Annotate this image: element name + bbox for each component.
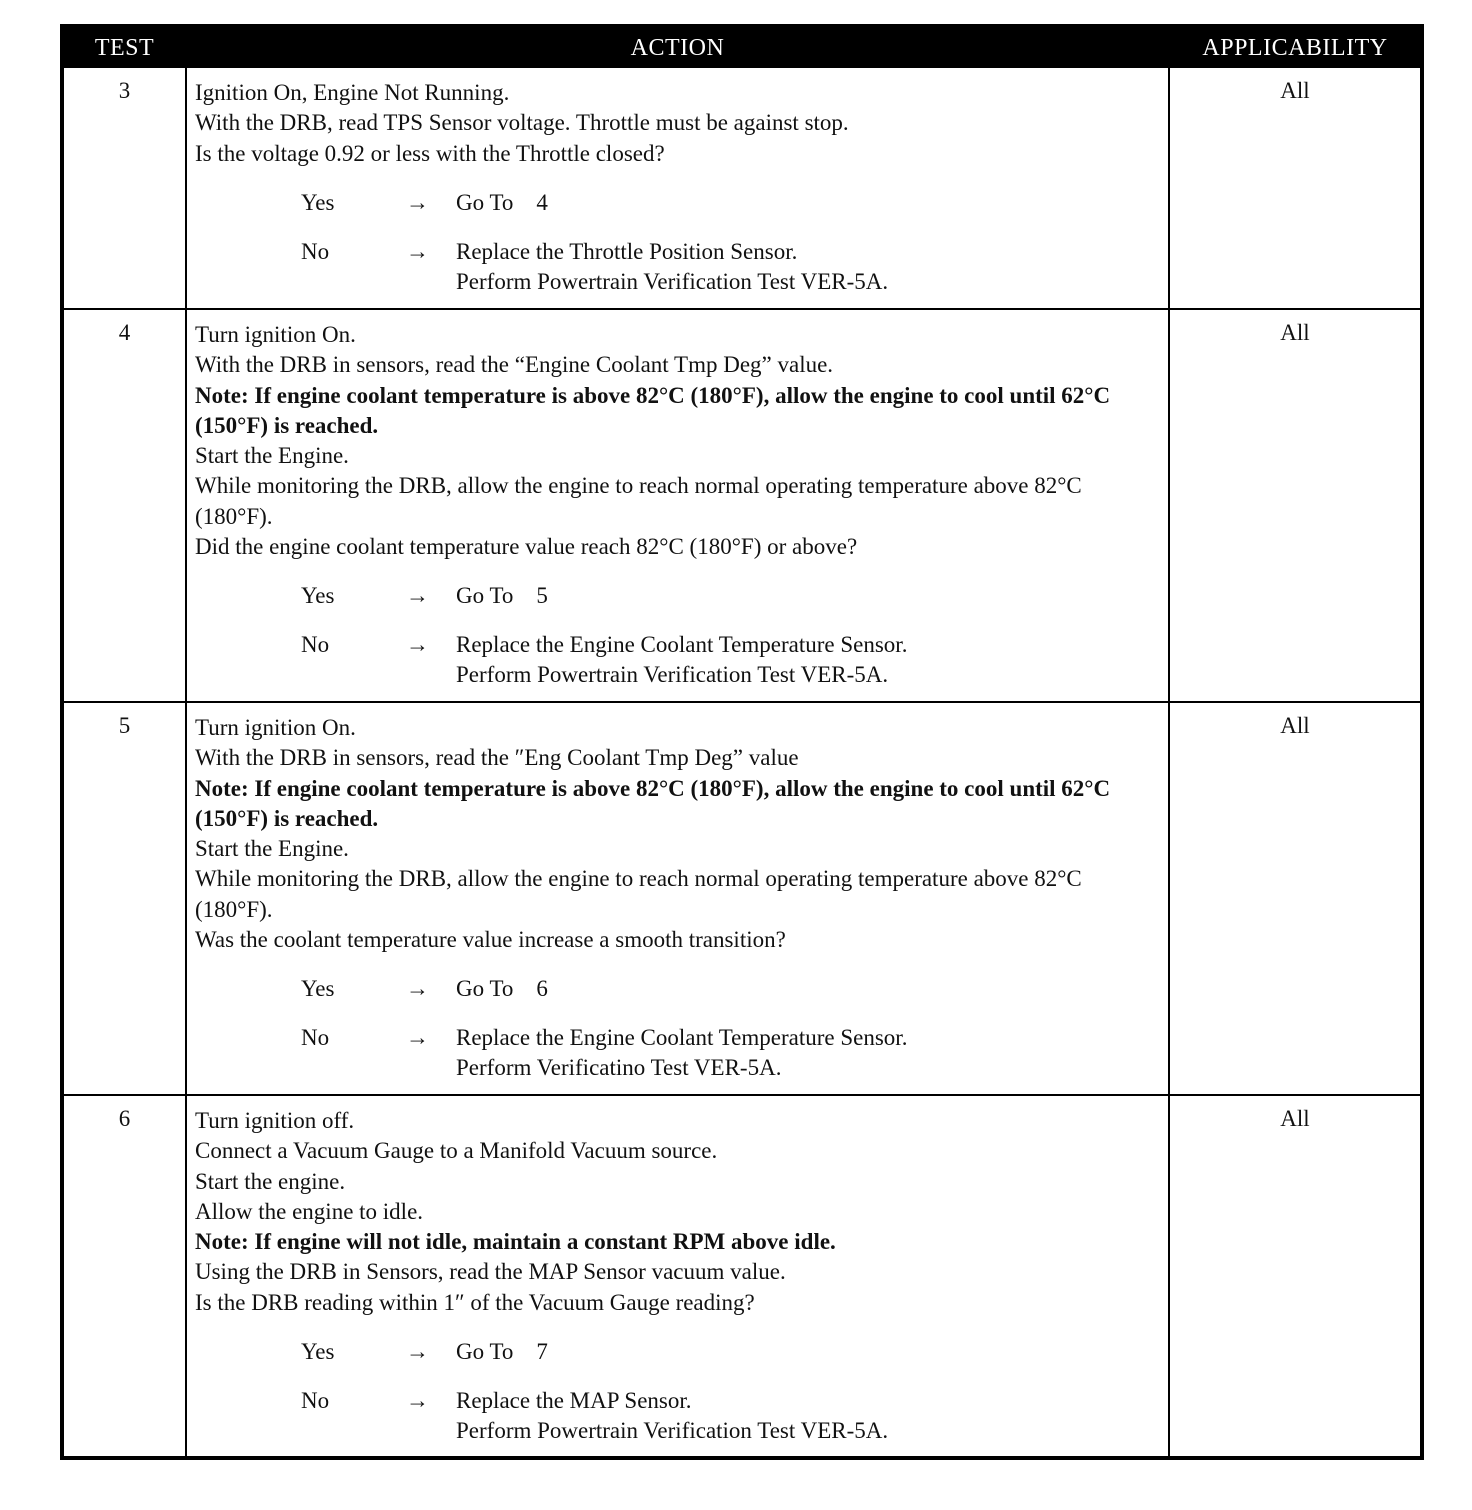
no-branch <box>195 1023 1162 1083</box>
action-line: Using the DRB in Sensors, read the MAP Sensor vacuum value. <box>195 1259 786 1285</box>
applicability-value: All <box>1280 78 1310 103</box>
test-number: 5 <box>118 713 131 738</box>
no-result-line: Perform Verificatino Test VER-5A. <box>456 1055 782 1081</box>
action-line: Turn ignition off. <box>195 1108 355 1133</box>
test-number: 6 <box>118 1106 131 1131</box>
no-result <box>456 630 1162 690</box>
yes-result: Go To 7 <box>456 1339 548 1365</box>
action-line: Allow the engine to idle. <box>195 1198 424 1224</box>
action-line: Turn ignition On. <box>195 322 356 347</box>
action-line: Was the coolant temperature value increase a smooth transition? <box>195 927 786 953</box>
action-line: Did the engine coolant temperature value reach 82°C (180°F) or above? <box>195 534 858 560</box>
no-result-line: Replace the MAP Sensor. <box>456 1388 692 1414</box>
applicability-value: All <box>1280 713 1310 738</box>
yes-result: Go To 4 <box>456 189 548 215</box>
no-label: No <box>301 238 330 264</box>
action-line: With the DRB in sensors, read the ″Eng Coolant Tmp Deg” value <box>195 745 799 771</box>
table-row <box>64 308 1420 701</box>
yes-branch <box>195 1337 1162 1367</box>
arrow-right-icon: → <box>406 976 429 1002</box>
action-line: Start the engine. <box>195 1168 346 1194</box>
yes-branch <box>195 581 1162 611</box>
diagnostic-test-table <box>60 24 1424 1460</box>
arrow-right-icon: → <box>406 238 429 264</box>
applicability-value: All <box>1280 1106 1310 1131</box>
action-cell <box>185 703 1170 1094</box>
no-label: No <box>301 1025 330 1051</box>
no-branch <box>195 237 1162 297</box>
action-line: With the DRB in sensors, read the “Engine Coolant Tmp Deg” value. <box>195 352 834 378</box>
yes-branch <box>195 188 1162 218</box>
table-header <box>64 28 1420 68</box>
action-line: Is the DRB reading within 1″ of the Vacuum Gauge reading? <box>195 1289 755 1315</box>
no-result-line: Perform Powertrain Verification Test VER-5A. <box>456 268 889 294</box>
arrow-right-icon: → <box>406 1025 429 1051</box>
yes-label: Yes <box>301 189 335 215</box>
test-number: 3 <box>118 78 131 103</box>
arrow-right-icon: → <box>406 583 429 609</box>
no-result <box>456 237 1162 297</box>
action-line: Turn ignition On. <box>195 715 356 740</box>
arrow-right-icon: → <box>406 632 429 658</box>
action-line: With the DRB, read TPS Sensor voltage. Throttle must be against stop. <box>195 110 849 136</box>
arrow-right-icon: → <box>406 1388 429 1414</box>
yes-branch <box>195 974 1162 1004</box>
arrow-right-icon: → <box>406 1339 429 1365</box>
no-label: No <box>301 632 330 658</box>
action-line: Ignition On, Engine Not Running. <box>195 80 510 105</box>
header-applicability: APPLICABILITY <box>1202 34 1388 61</box>
action-cell <box>185 1096 1170 1456</box>
yes-label: Yes <box>301 583 335 609</box>
action-line: Start the Engine. <box>195 836 349 862</box>
table-row <box>64 68 1420 308</box>
action-line: Start the Engine. <box>195 443 349 469</box>
no-label: No <box>301 1388 330 1414</box>
applicability-value: All <box>1280 320 1310 345</box>
action-note: Note: If engine coolant temperature is above 82°C (180°F), allow the engine to cool until 62°C (150°F) is reached. <box>195 382 1111 438</box>
yes-result: Go To 5 <box>456 583 548 609</box>
header-action: ACTION <box>630 34 725 61</box>
action-cell <box>185 310 1170 701</box>
table-row <box>64 701 1420 1094</box>
action-cell <box>185 68 1170 308</box>
no-result <box>456 1023 1162 1083</box>
no-branch <box>195 1386 1162 1446</box>
action-line: While monitoring the DRB, allow the engine to reach normal operating temperature above 82°C (180°F). <box>195 473 1082 529</box>
no-result-line: Replace the Engine Coolant Temperature Sensor. <box>456 632 908 658</box>
header-test: TEST <box>94 34 155 61</box>
action-note: Note: If engine coolant temperature is above 82°C (180°F), allow the engine to cool until 62°C (150°F) is reached. <box>195 775 1111 831</box>
no-result-line: Replace the Throttle Position Sensor. <box>456 238 798 264</box>
action-line: Connect a Vacuum Gauge to a Manifold Vacuum source. <box>195 1138 718 1164</box>
test-number: 4 <box>118 320 131 345</box>
yes-result: Go To 6 <box>456 976 548 1002</box>
action-line: Is the voltage 0.92 or less with the Throttle closed? <box>195 140 665 166</box>
arrow-right-icon: → <box>406 189 429 215</box>
no-result-line: Perform Powertrain Verification Test VER-5A. <box>456 1418 889 1444</box>
yes-label: Yes <box>301 976 335 1002</box>
action-line: While monitoring the DRB, allow the engine to reach normal operating temperature above 82°C (180°F). <box>195 866 1082 922</box>
no-result-line: Replace the Engine Coolant Temperature Sensor. <box>456 1025 908 1051</box>
table-row <box>64 1094 1420 1456</box>
action-note: Note: If engine will not idle, maintain a constant RPM above idle. <box>195 1229 836 1255</box>
yes-label: Yes <box>301 1339 335 1365</box>
no-result-line: Perform Powertrain Verification Test VER-5A. <box>456 662 889 688</box>
no-result <box>456 1386 1162 1446</box>
no-branch <box>195 630 1162 690</box>
